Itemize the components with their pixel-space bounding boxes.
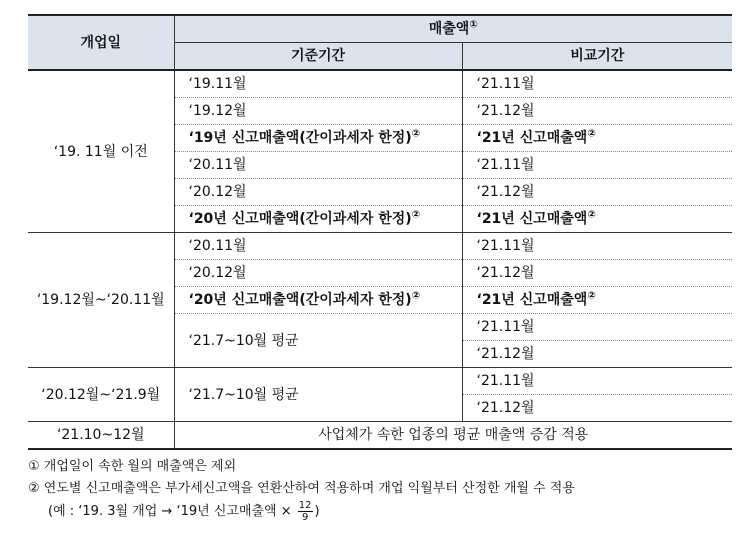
compare-cell: ‘21.11월 [462,152,732,179]
compare-cell: ‘21.12월 [462,260,732,287]
footnote-example: (예 : ‘19. 3월 개업 → ‘19년 신고매출액 × $\frac{12}{9}$ ) [48,500,320,523]
table-row [28,70,732,98]
compare-cell: ‘21.11월 [462,368,732,395]
base-cell: ‘20년 신고매출액(간이과세자 한정)② [174,287,462,314]
compare-cell: ‘21.11월 [462,70,732,98]
base-cell: ‘19년 신고매출액(간이과세자 한정)② [174,125,462,152]
base-cell: ‘20.11월 [174,152,462,179]
base-cell: ‘20년 신고매출액(간이과세자 한정)② [174,206,462,233]
table-row [28,233,732,260]
compare-cell: ‘21.12월 [462,341,732,368]
compare-cell: ‘21.12월 [462,98,732,125]
industry-average-cell: 사업체가 속한 업종의 평균 매출액 증감 적용 [174,422,732,450]
header-opening-date: 개업일 [28,15,174,70]
compare-cell: ‘21년 신고매출액② [462,206,732,233]
base-cell: ‘19.12월 [174,98,462,125]
compare-cell: ‘21년 신고매출액② [462,125,732,152]
base-cell-average: ‘21.7~10월 평균 [174,368,462,422]
group-label: ‘21.10~12월 [28,422,174,450]
group-label: ‘19. 11월 이전 [28,70,174,233]
sales-criteria-table-section [28,14,732,523]
compare-cell: ‘21년 신고매출액② [462,287,732,314]
sales-criteria-table [28,14,732,450]
header-sales: 매출액① [174,15,732,43]
group-label: ‘20.12월~‘21.9월 [28,368,174,422]
fraction: $\frac{12}{9}$ [298,500,312,523]
header-base-period: 기준기간 [174,43,462,71]
compare-cell: ‘21.12월 [462,179,732,206]
compare-cell: ‘21.11월 [462,314,732,341]
table-row [28,422,732,450]
table-row [28,368,732,395]
footnotes [28,456,732,523]
header-compare-period: 비교기간 [462,43,732,71]
footnote-2: ② 연도별 신고매출액은 부가세신고액을 연환산하여 적용하며 개업 익월부터 산정한 개월 수 적용 [28,481,575,496]
group-label: ‘19.12월~‘20.11월 [28,233,174,368]
compare-cell: ‘21.11월 [462,233,732,260]
base-cell: ‘19.11월 [174,70,462,98]
base-cell-average: ‘21.7~10월 평균 [174,314,462,368]
footnote-1: ① 개업일이 속한 월의 매출액은 제외 [28,459,237,474]
compare-cell: ‘21.12월 [462,395,732,422]
base-cell: ‘20.11월 [174,233,462,260]
base-cell: ‘20.12월 [174,179,462,206]
base-cell: ‘20.12월 [174,260,462,287]
